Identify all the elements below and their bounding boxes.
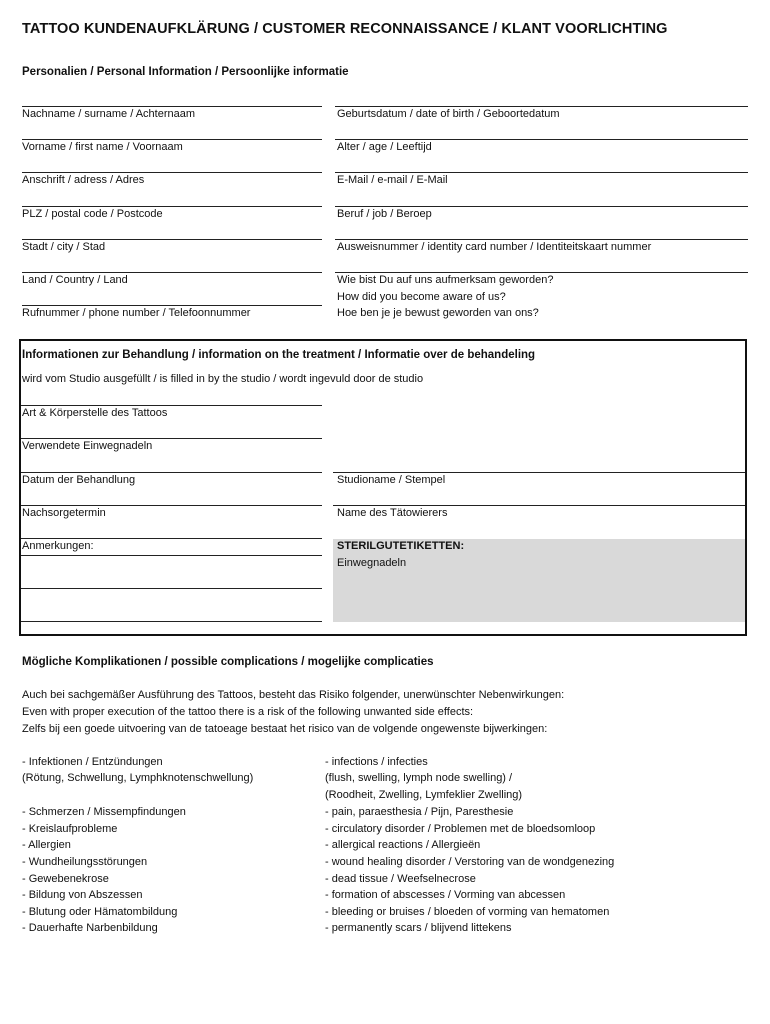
list-item: - Schmerzen / Missempfindungen [22,806,186,818]
divider [22,172,322,173]
list-item: - Blutung oder Hämatombildung [22,906,178,918]
address-field[interactable]: Anschrift / adress / Adres [22,174,145,186]
list-item: - formation of abscesses / Vorming van abcessen [325,889,566,901]
divider [22,272,322,273]
list-item: (flush, swelling, lymph node swelling) / [325,772,513,784]
sterile-labels-label: STERILGUTETIKETTEN: [337,540,465,552]
list-item: - pain, paraesthesia / Pijn, Paresthesie [325,806,514,818]
country-field[interactable]: Land / Country / Land [22,274,128,286]
list-item: - circulatory disorder / Problemen met de bloedsomloop [325,823,596,835]
list-item: (Roodheit, Zwelling, Lymfeklier Zwelling) [325,789,523,801]
list-item: - Bildung von Abszessen [22,889,143,901]
list-item: - Infektionen / Entzündungen [22,756,163,768]
treatment-date-field[interactable]: Datum der Behandlung [22,474,136,486]
referral-question-nl[interactable]: Hoe ben je je bewust geworden van ons? [337,307,539,319]
date-of-birth-field[interactable]: Geburtsdatum / date of birth / Geboortedatum [337,108,560,120]
list-item: - Wundheilungsstörungen [22,856,148,868]
studio-name-field[interactable]: Studioname / Stempel [337,474,446,486]
needles-used-field[interactable]: Verwendete Einwegnadeln [22,440,153,452]
divider [22,106,322,107]
divider [21,438,322,439]
divider [335,239,748,240]
divider [22,206,322,207]
referral-question-en: How did you become aware of us? [337,291,506,303]
email-field[interactable]: E-Mail / e-mail / E-Mail [337,174,448,186]
city-field[interactable]: Stadt / city / Stad [22,241,106,253]
divider [22,239,322,240]
divider [21,472,322,473]
list-item: - allergical reactions / Allergieën [325,839,481,851]
list-item: - Kreislaufprobleme [22,823,118,835]
divider [21,538,322,539]
divider [335,139,748,140]
intro-en: Even with proper execution of the tattoo there is a risk of the following unwanted side effects: [22,706,474,718]
divider [21,505,322,506]
list-item: - infections / infecties [325,756,428,768]
list-item: (Rötung, Schwellung, Lymphknotenschwellung) [22,772,254,784]
list-item: - Gewebenekrose [22,873,109,885]
intro-nl: Zelfs bij een goede uitvoering van de tatoeage bestaat het risico van de volgende ongewenste bijwerkingen: [22,723,548,735]
complications-heading: Mögliche Komplikationen / possible complications / mogelijke complicaties [22,656,434,668]
remarks-field[interactable]: Anmerkungen: [22,540,94,552]
disposable-needles-label: Einwegnadeln [337,557,407,569]
remarks-line[interactable] [21,621,322,622]
divider [333,472,745,473]
personal-heading: Personalien / Personal Information / Persoonlijke informatie [22,66,349,78]
divider [22,139,322,140]
list-item: - bleeding or bruises / bloeden of vorming van hematomen [325,906,610,918]
divider [335,206,748,207]
tattoo-location-field[interactable]: Art & Körperstelle des Tattoos [22,407,168,419]
id-card-number-field[interactable]: Ausweisnummer / identity card number / Identiteitskaart nummer [337,241,652,253]
page-title: TATTOO KUNDENAUFKLÄRUNG / CUSTOMER RECONNAISSANCE / KLANT VOORLICHTING [22,21,668,37]
divider [335,172,748,173]
list-item: - wound healing disorder / Verstoring van de wondgenezing [325,856,615,868]
intro-de: Auch bei sachgemäßer Ausführung des Tattoos, besteht das Risiko folgender, unerwünschter Nebenwirkungen: [22,689,565,701]
list-item: - Allergien [22,839,71,851]
list-item: - dead tissue / Weefselnecrose [325,873,476,885]
divider [333,505,745,506]
age-field[interactable]: Alter / age / Leeftijd [337,141,432,153]
divider [335,106,748,107]
divider [22,305,322,306]
remarks-line[interactable] [21,588,322,589]
remarks-line[interactable] [21,555,322,556]
list-item: - permanently scars / blijvend littekens [325,922,512,934]
phone-field[interactable]: Rufnummer / phone number / Telefoonnummer [22,307,251,319]
aftercare-field[interactable]: Nachsorgetermin [22,507,106,519]
first-name-field[interactable]: Vorname / first name / Voornaam [22,141,183,153]
list-item: - Dauerhafte Narbenbildung [22,922,158,934]
postal-code-field[interactable]: PLZ / postal code / Postcode [22,208,163,220]
job-field[interactable]: Beruf / job / Beroep [337,208,432,220]
treatment-heading: Informationen zur Behandlung / information on the treatment / Informatie over de behandeling [22,349,536,361]
surname-field[interactable]: Nachname / surname / Achternaam [22,108,196,120]
treatment-subheading: wird vom Studio ausgefüllt / is filled in by the studio / wordt ingevuld door de studio [22,373,424,385]
referral-question-de: Wie bist Du auf uns aufmerksam geworden? [337,274,554,286]
divider [335,272,748,273]
divider [21,405,322,406]
tattooist-name-field[interactable]: Name des Tätowierers [337,507,448,519]
